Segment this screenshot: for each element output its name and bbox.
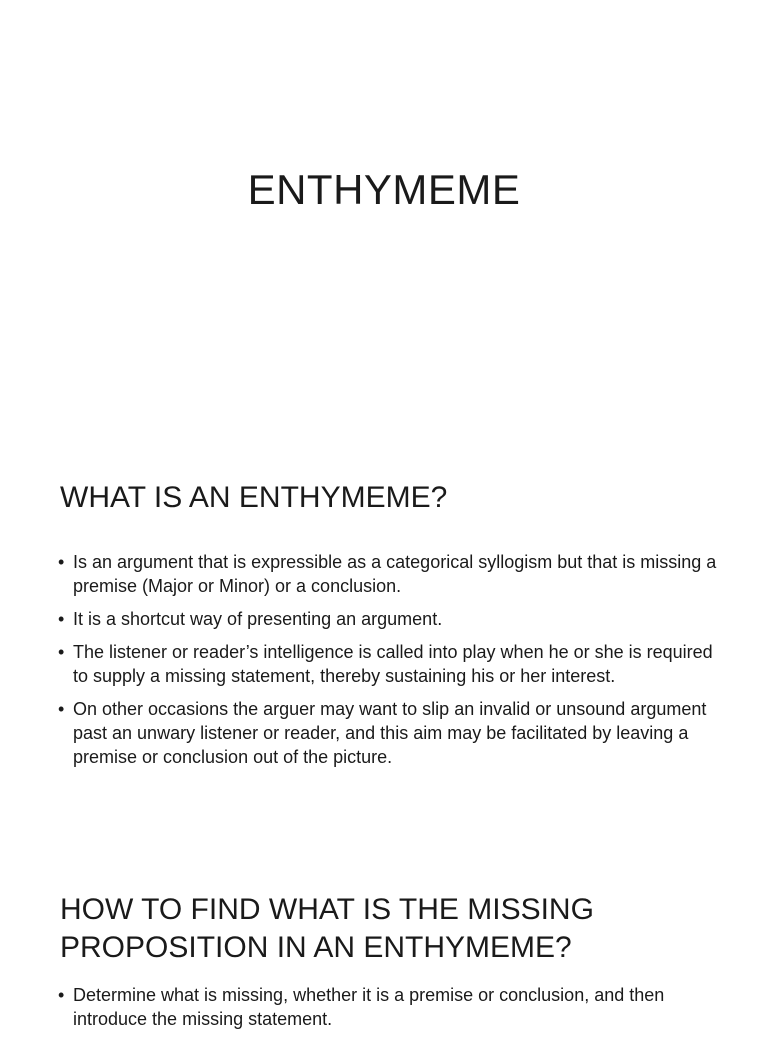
slide-title: ENTHYMEME (247, 166, 521, 213)
bullet-icon: • (58, 642, 65, 662)
list-item (58, 607, 718, 631)
bullet-text: Is an argument that is expressible as a categorical syllogism but that is missing a premise (Major or Minor) or a conclusion. (73, 552, 717, 596)
bullet-icon: • (58, 609, 65, 629)
section-heading-what-is: WHAT IS AN ENTHYMEME? (60, 481, 448, 514)
list-item (58, 697, 718, 769)
bullet-icon: • (58, 985, 65, 1005)
list-item (58, 550, 718, 598)
bullet-icon: • (58, 699, 65, 719)
bullet-icon: • (58, 552, 65, 572)
bullet-text: On other occasions the arguer may want to slip an invalid or unsound argument past an unwary listener or reader, and this aim may be facilitated by leaving a premise or conclusion out of the picture. (73, 699, 707, 767)
list-item (58, 640, 718, 688)
section-heading-how-to-find: HOW TO FIND WHAT IS THE MISSING PROPOSITION IN AN ENTHYMEME? (60, 893, 594, 964)
bullet-list-definition (58, 550, 718, 778)
bullet-list-how-to (58, 983, 718, 1040)
bullet-text: The listener or reader’s intelligence is called into play when he or she is required to supply a missing statement, thereby sustaining his or her interest. (73, 642, 713, 686)
bullet-text: Determine what is missing, whether it is a premise or conclusion, and then introduce the missing statement. (73, 985, 665, 1029)
bullet-text: It is a shortcut way of presenting an argument. (73, 609, 443, 629)
